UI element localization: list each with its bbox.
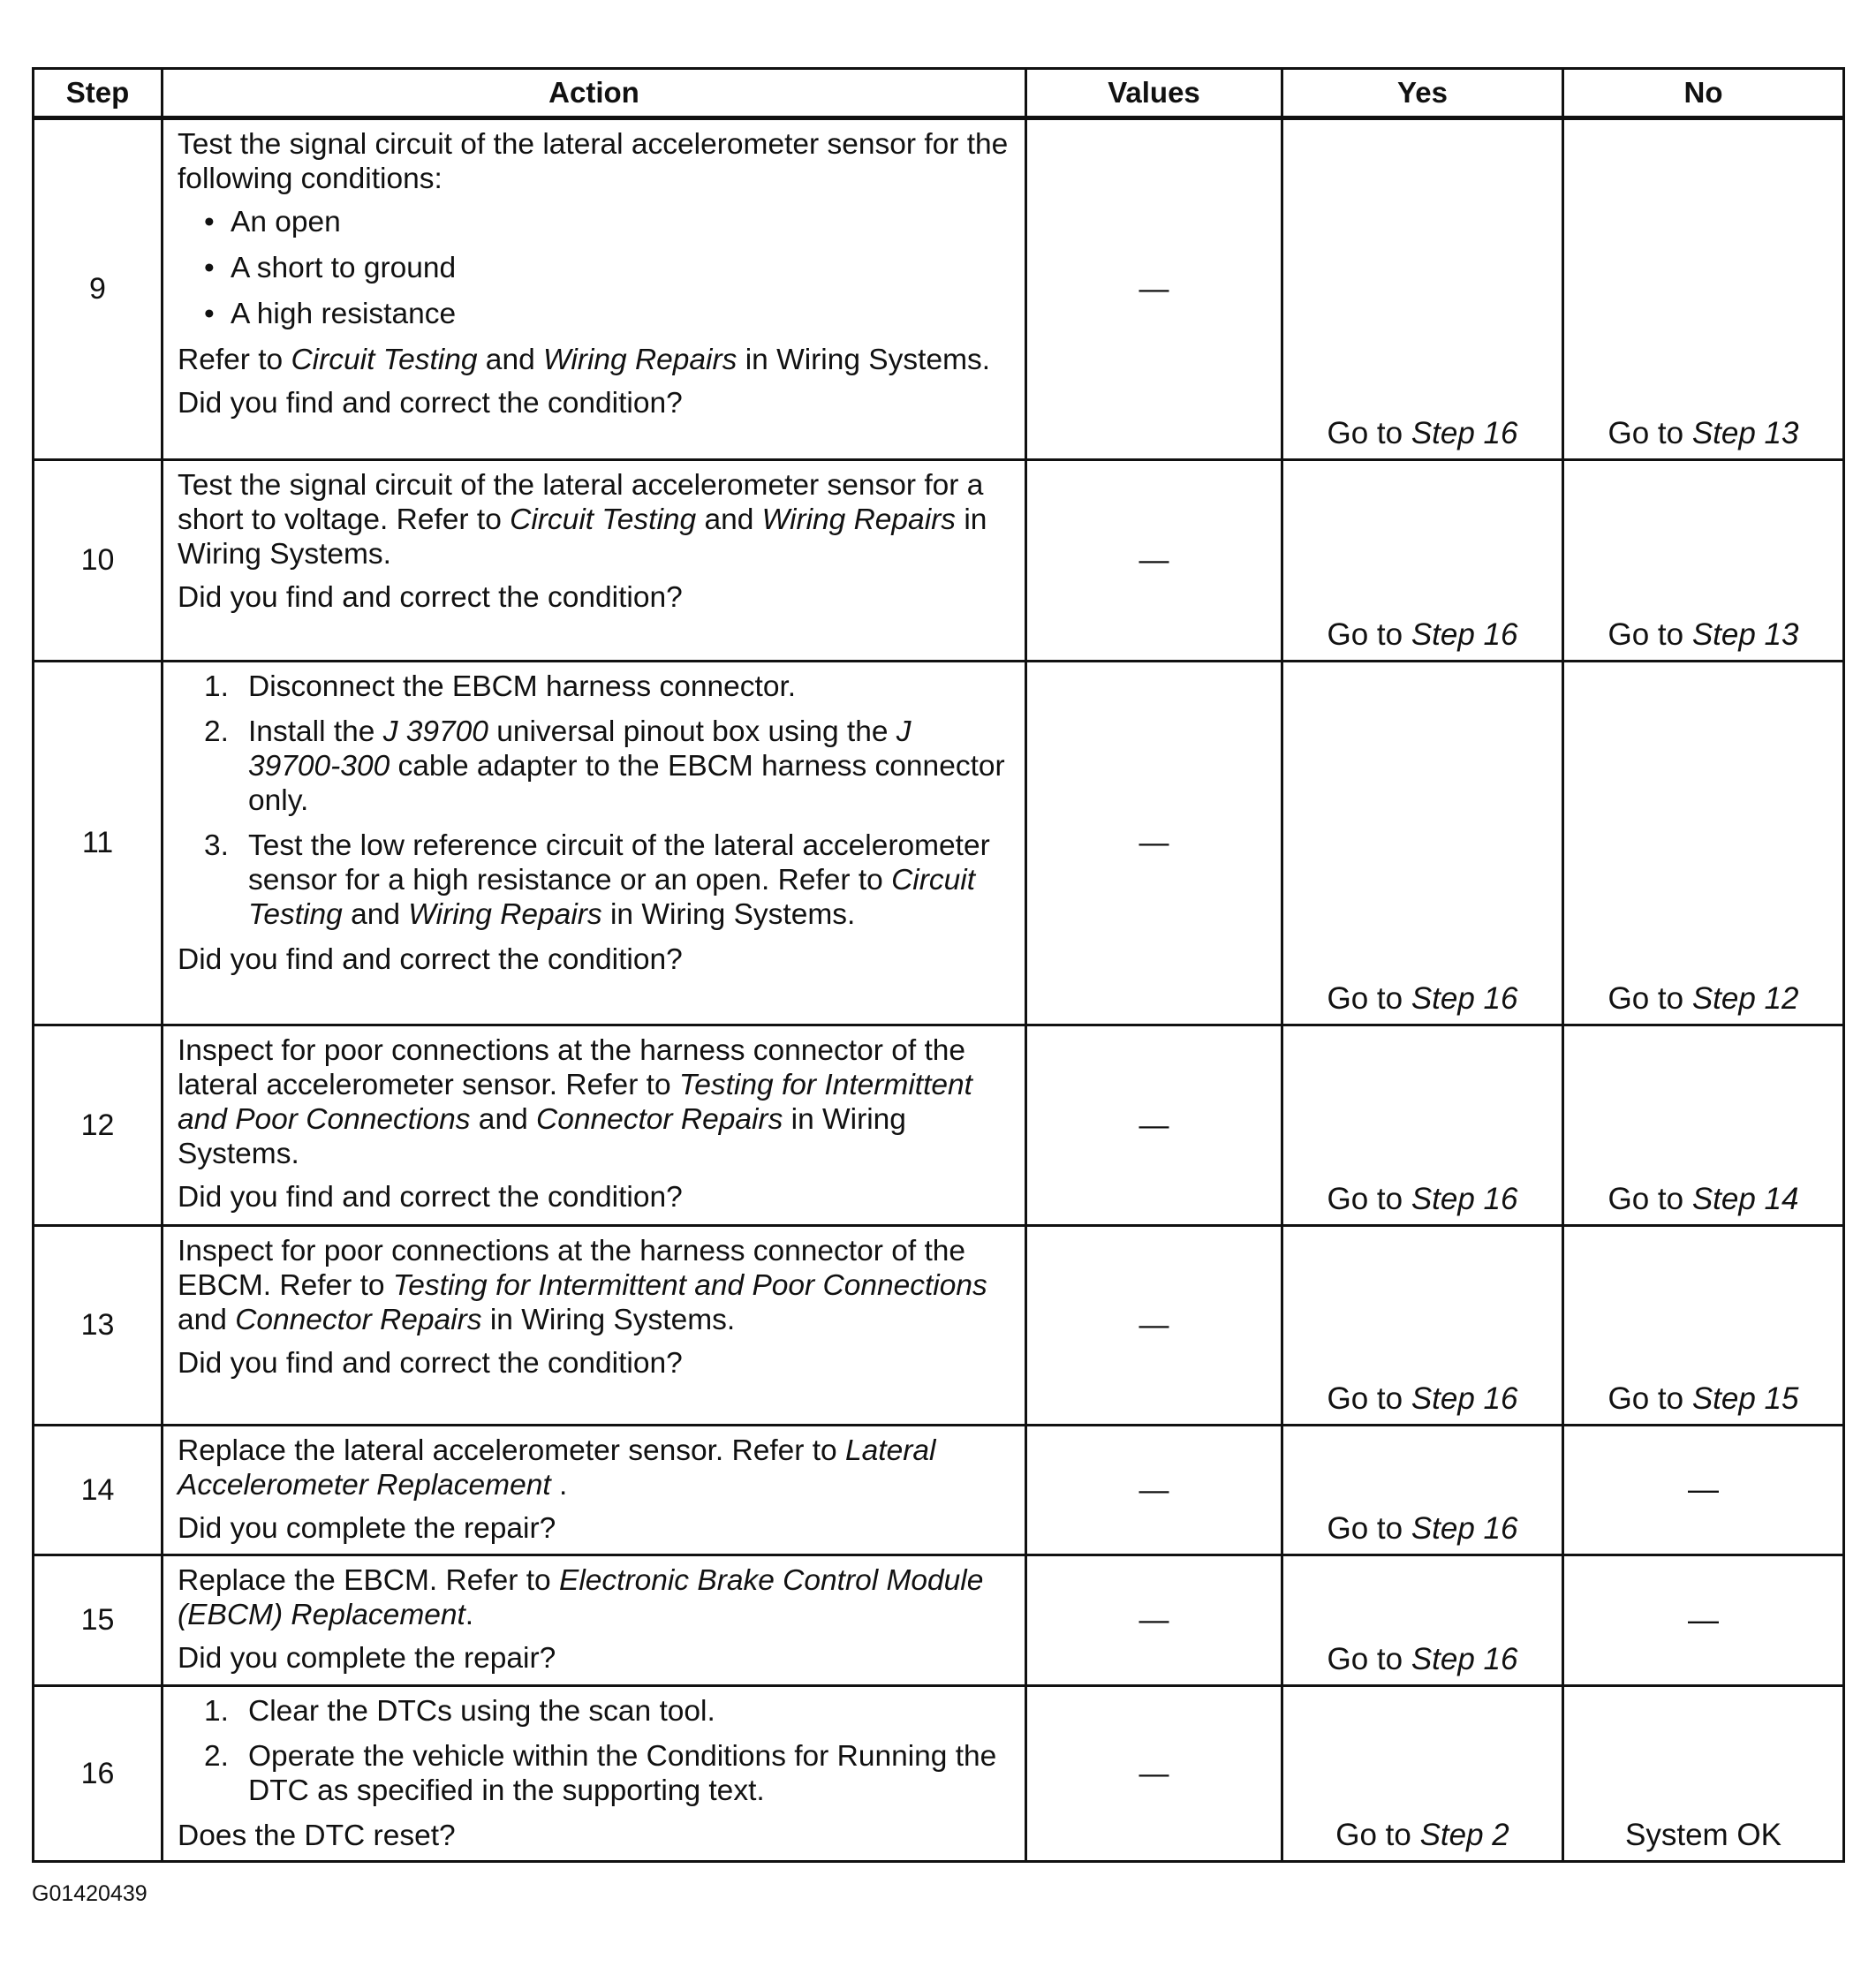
italic-reference-text: Circuit Testing [248, 864, 976, 931]
text-run: Go to [1607, 617, 1692, 652]
action-paragraph [178, 127, 1010, 196]
no-cell [1563, 1226, 1844, 1426]
text-run: and [470, 1103, 537, 1136]
text-run: Go to [1607, 416, 1692, 450]
text-run: — [1688, 1472, 1719, 1507]
italic-reference-text: Step 16 [1411, 1642, 1518, 1676]
action-cell [163, 1025, 1026, 1226]
italic-reference-text: Circuit Testing [510, 503, 697, 536]
no-cell [1563, 460, 1844, 662]
italic-reference-text: Step 15 [1691, 1381, 1799, 1416]
text-run: . [550, 1469, 568, 1502]
procedure-item [204, 828, 1010, 932]
header-yes: Yes [1282, 69, 1563, 118]
italic-reference-text: Step 16 [1411, 416, 1518, 450]
action-paragraph [178, 1033, 1010, 1171]
italic-reference-text: Step 16 [1411, 981, 1518, 1016]
procedure-list [178, 670, 1010, 932]
text-run: System OK [1625, 1818, 1781, 1852]
condition-item [204, 205, 1010, 239]
table-row [34, 662, 1844, 1025]
text-run: Does the DTC reset? [178, 1819, 456, 1852]
action-paragraph [178, 1434, 1010, 1502]
italic-reference-text: Step 2 [1419, 1818, 1509, 1852]
procedure-text [248, 1694, 1010, 1729]
text-run: and [477, 344, 544, 376]
text-run: Go to [1327, 1381, 1411, 1416]
procedure-text [248, 715, 1010, 818]
text-run: A short to ground [231, 252, 457, 284]
italic-reference-text: Wiring Repairs [761, 503, 957, 536]
action-paragraph [178, 468, 1010, 571]
text-run: Inspect for poor connections at the harness connector of the EBCM. Refer to [178, 1235, 966, 1302]
table-row [34, 1686, 1844, 1862]
table-row [34, 1226, 1844, 1426]
text-run: in Wiring Systems. [601, 898, 856, 931]
text-run: Refer to [178, 344, 291, 376]
procedure-number: 3. [204, 829, 229, 862]
values-cell: — [1026, 1555, 1282, 1686]
values-cell: — [1026, 662, 1282, 1025]
text-run: Go to [1327, 617, 1411, 652]
text-run: Did you complete the repair? [178, 1512, 556, 1545]
text-run: Did you find and correct the condition? [178, 943, 683, 976]
yes-cell [1282, 1555, 1563, 1686]
action-question [178, 1641, 1010, 1676]
action-question [178, 580, 1010, 615]
italic-reference-text: Step 16 [1411, 1182, 1518, 1216]
action-cell [163, 118, 1026, 460]
italic-reference-text: Step 16 [1411, 1381, 1518, 1416]
text-run: in Wiring Systems. [481, 1304, 736, 1336]
values-cell: — [1026, 1025, 1282, 1226]
text-run: Did you find and correct the condition? [178, 387, 683, 420]
table-row [34, 1025, 1844, 1226]
table-body [34, 118, 1844, 1862]
procedure-text [248, 1739, 1010, 1808]
condition-item [204, 251, 1010, 285]
no-cell [1563, 662, 1844, 1025]
values-cell: — [1026, 1226, 1282, 1426]
text-run: Inspect for poor connections at the harness connector of the lateral accelerometer sensor. Refer to [178, 1034, 966, 1101]
text-run: An open [231, 206, 341, 238]
text-run: in Wiring Systems. [178, 503, 987, 571]
text-run: Did you find and correct the condition? [178, 581, 683, 614]
text-run: Go to [1327, 1642, 1411, 1676]
procedure-item [204, 715, 1010, 818]
text-run: — [1688, 1602, 1719, 1638]
table-row [34, 1426, 1844, 1555]
header-no: No [1563, 69, 1844, 118]
text-run: in Wiring Systems. [737, 344, 991, 376]
yes-cell [1282, 118, 1563, 460]
italic-reference-text: Step 16 [1411, 617, 1518, 652]
table-row [34, 460, 1844, 662]
text-run: Test the signal circuit of the lateral accelerometer sensor for the following conditions: [178, 128, 1009, 195]
diagnostic-table [32, 67, 1845, 1863]
procedure-list [178, 1694, 1010, 1808]
action-cell [163, 1555, 1026, 1686]
action-question [178, 1511, 1010, 1546]
action-paragraph [178, 1234, 1010, 1337]
text-run: in Wiring Systems. [178, 1103, 906, 1170]
step-number: 16 [34, 1686, 163, 1862]
action-cell [163, 1426, 1026, 1555]
text-run: and [178, 1304, 236, 1336]
yes-cell [1282, 662, 1563, 1025]
action-cell [163, 460, 1026, 662]
step-number: 9 [34, 118, 163, 460]
step-number: 11 [34, 662, 163, 1025]
header-values: Values [1026, 69, 1282, 118]
procedure-number: 2. [204, 715, 229, 748]
text-run: Replace the lateral accelerometer sensor. Refer to [178, 1434, 845, 1467]
yes-cell [1282, 460, 1563, 662]
condition-item [204, 297, 1010, 331]
procedure-number: 1. [204, 1695, 229, 1728]
values-cell: — [1026, 1686, 1282, 1862]
no-cell [1563, 118, 1844, 460]
text-run: Disconnect the EBCM harness connector. [248, 670, 797, 703]
text-run: Go to [1607, 1381, 1692, 1416]
text-run: Go to [1327, 981, 1411, 1016]
step-number: 10 [34, 460, 163, 662]
action-question [178, 1180, 1010, 1214]
yes-cell [1282, 1025, 1563, 1226]
text-run: Test the low reference circuit of the lateral accelerometer sensor for a high resistance or an open. Refer to [248, 829, 990, 896]
step-number: 15 [34, 1555, 163, 1686]
action-question [178, 386, 1010, 420]
action-cell [163, 1226, 1026, 1426]
action-question [178, 1346, 1010, 1381]
table-row [34, 118, 1844, 460]
text-run: Clear the DTCs using the scan tool. [248, 1695, 715, 1728]
italic-reference-text: Wiring Repairs [408, 898, 602, 931]
text-run: and [696, 503, 762, 536]
italic-reference-text: J 39700 [382, 715, 488, 748]
procedure-item [204, 1694, 1010, 1729]
step-number: 14 [34, 1426, 163, 1555]
italic-reference-text: J 39700-300 [248, 715, 912, 783]
italic-reference-text: Lateral Accelerometer Replacement [178, 1434, 936, 1502]
italic-reference-text: Step 16 [1411, 1511, 1518, 1546]
text-run: Did you find and correct the condition? [178, 1347, 683, 1380]
no-cell [1563, 1686, 1844, 1862]
italic-reference-text: Circuit Testing [291, 344, 478, 376]
step-number: 12 [34, 1025, 163, 1226]
procedure-number: 2. [204, 1740, 229, 1773]
text-run: A high resistance [231, 298, 457, 330]
text-run: Operate the vehicle within the Conditions for Running the DTC as specified in the supporting text. [248, 1740, 997, 1807]
yes-cell [1282, 1426, 1563, 1555]
no-cell [1563, 1426, 1844, 1555]
no-cell [1563, 1025, 1844, 1226]
text-run: and [342, 898, 409, 931]
italic-reference-text: Testing for Intermittent and Poor Connections [392, 1269, 987, 1302]
action-cell [163, 1686, 1026, 1862]
action-question [178, 1819, 1010, 1853]
action-question [178, 942, 1010, 977]
text-run: Go to [1327, 416, 1411, 450]
action-paragraph [178, 1563, 1010, 1632]
text-run: Replace the EBCM. Refer to [178, 1564, 559, 1597]
procedure-number: 1. [204, 670, 229, 703]
italic-reference-text: Connector Repairs [536, 1103, 783, 1136]
italic-reference-text: Step 13 [1691, 617, 1799, 652]
procedure-item [204, 670, 1010, 704]
text-run: Install the [248, 715, 383, 748]
procedure-text [248, 828, 1010, 932]
italic-reference-text: Step 13 [1691, 416, 1799, 450]
figure-id: G01420439 [32, 1881, 148, 1906]
italic-reference-text: Wiring Repairs [543, 344, 738, 376]
action-paragraph [178, 343, 1010, 377]
procedure-text [248, 670, 1010, 704]
italic-reference-text: Step 14 [1691, 1182, 1799, 1216]
text-run: Did you find and correct the condition? [178, 1181, 683, 1214]
text-run: Go to [1335, 1818, 1420, 1852]
text-run: cable adapter to the EBCM harness connector only. [248, 750, 1005, 817]
table-header-row [34, 69, 1844, 118]
values-cell: — [1026, 460, 1282, 662]
values-cell: — [1026, 1426, 1282, 1555]
header-step: Step [34, 69, 163, 118]
italic-reference-text: Connector Repairs [235, 1304, 482, 1336]
procedure-item [204, 1739, 1010, 1808]
action-cell [163, 662, 1026, 1025]
yes-cell [1282, 1686, 1563, 1862]
text-run: Go to [1327, 1511, 1411, 1546]
text-run: Test the signal circuit of the lateral accelerometer sensor for a short to voltage. Refer to [178, 469, 984, 536]
text-run: . [465, 1599, 474, 1631]
yes-cell [1282, 1226, 1563, 1426]
text-run: Go to [1607, 1182, 1692, 1216]
header-action: Action [163, 69, 1026, 118]
italic-reference-text: Step 12 [1691, 981, 1799, 1016]
text-run: universal pinout box using the [488, 715, 896, 748]
step-number: 13 [34, 1226, 163, 1426]
no-cell [1563, 1555, 1844, 1686]
text-run: Go to [1327, 1182, 1411, 1216]
italic-reference-text: Testing for Intermittent and Poor Connections [178, 1069, 972, 1136]
table-row [34, 1555, 1844, 1686]
condition-list [178, 205, 1010, 331]
text-run: Go to [1607, 981, 1692, 1016]
values-cell: — [1026, 118, 1282, 460]
text-run: Did you complete the repair? [178, 1642, 556, 1675]
italic-reference-text: Electronic Brake Control Module (EBCM) Replacement [178, 1564, 984, 1631]
